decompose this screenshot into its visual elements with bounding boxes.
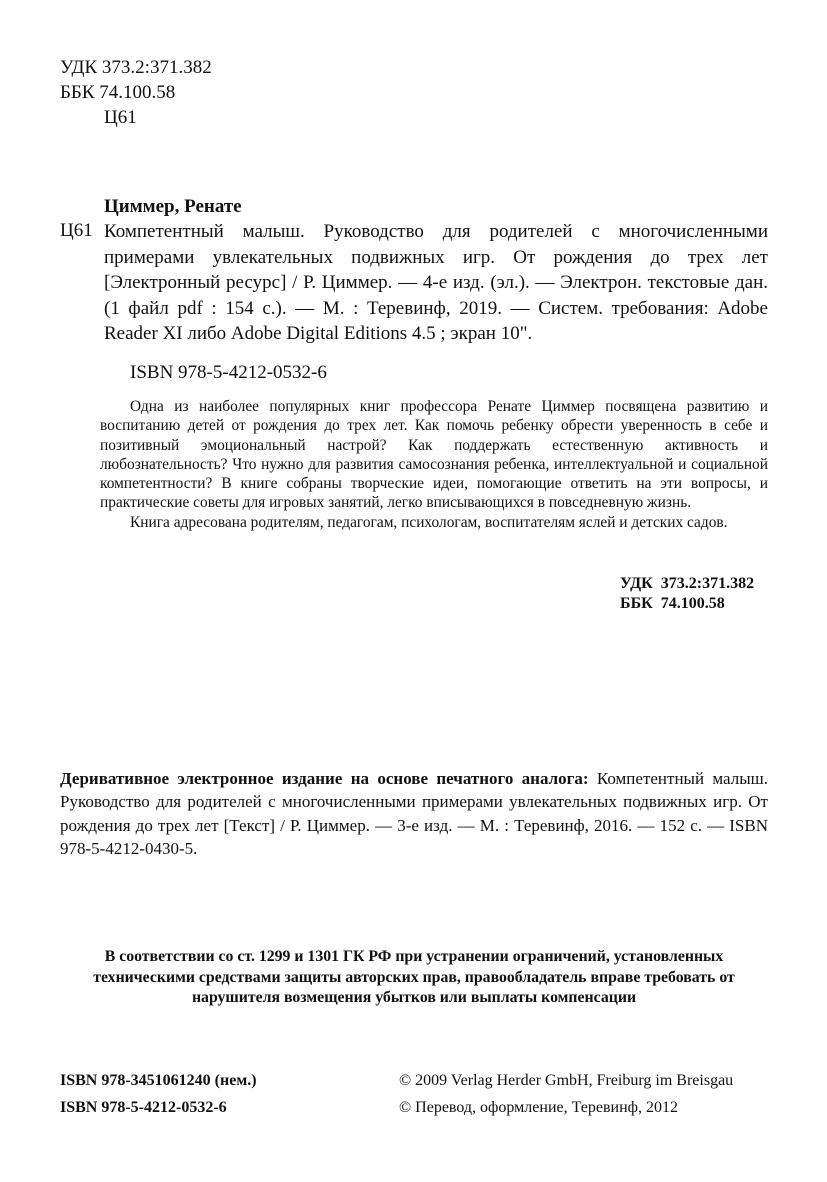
copyright-translation: © Перевод, оформление, Теревинф, 2012: [399, 1099, 679, 1116]
classification-udk-value: 373.2:371.382: [660, 575, 755, 592]
bbk-code: ББК 74.100.58: [60, 82, 176, 103]
isbn-german: ISBN 978-3451061240 (нем.): [60, 1072, 257, 1089]
legal-notice: В соответствии со ст. 1299 и 1301 ГК РФ при устранении ограничений, установленных техническими средствами защиты авторских прав, правообладатель вправе требовать от нарушителя возмещения убытков или выплаты компенсации: [93, 948, 735, 1006]
annotation-paragraph-2: Книга адресована родителям, педагогам, психологам, воспитателям яслей и детских садов.: [130, 513, 728, 531]
udk-code: УДК 373.2:371.382: [60, 57, 212, 78]
annotation: [100, 397, 768, 532]
copyright-original: © 2009 Verlag Herder GmbH, Freiburg im Breisgau: [399, 1072, 734, 1089]
annotation-paragraph-1: Одна из наиболее популярных книг профессора Ренате Циммер посвящена развитию и воспитанию детей от рождения до трех лет. Как помочь ребенку обрести уверенность в себе и позитивный эмоциональный настрой? Как поддержать естественную активность и любознательность? Что нужно для развития самосознания ребенка, интеллектуальной и социальной компетентности? В книге собраны творческие идеи, помогающие ответить на эти вопросы, и практические советы для игровых занятий, легко вписывающихся в повседневную жизнь.: [100, 398, 768, 512]
record-isbn: ISBN 978-5-4212-0532-6: [130, 362, 327, 383]
author-sign-code: Ц61: [104, 107, 137, 128]
classification-bbk-label: ББК: [620, 595, 653, 612]
classification-bbk: [620, 594, 725, 614]
classification-udk: [620, 574, 754, 594]
record-code: Ц61: [60, 220, 93, 241]
classification-bbk-value: 74.100.58: [660, 595, 725, 612]
derivative-edition-heading: Деривативное электронное издание на основе печатного аналога:: [60, 769, 589, 788]
isbn-russian: ISBN 978-5-4212-0532-6: [60, 1099, 227, 1116]
derivative-edition-text: Компетентный малыш. Руководство для родителей с многочисленными примерами увлекательных подвижных игр. От рождения до трех лет [Текст] / Р. Циммер. — 3-е изд. — М. : Теревинф, 2016. — 152 с. — ISBN 978-5-4212-0430-5.: [60, 769, 768, 859]
record-description: Компетентный малыш. Руководство для родителей с многочисленными примерами увлекательных подвижных игр. От рождения до трех лет [Электронный ресурс] / Р. Циммер. — 4-е изд. (эл.). — Электрон. текстовые дан. (1 файл pdf : 154 с.). — М. : Теревинф, 2019. — Систем. требования: Adobe Reader XI либо Adobe Digital Editions 4.5 ; экран 10".: [104, 221, 768, 344]
classification-udk-label: УДК: [620, 575, 653, 592]
derivative-edition-note: [60, 767, 768, 861]
author-name: Циммер, Ренате: [104, 196, 242, 217]
